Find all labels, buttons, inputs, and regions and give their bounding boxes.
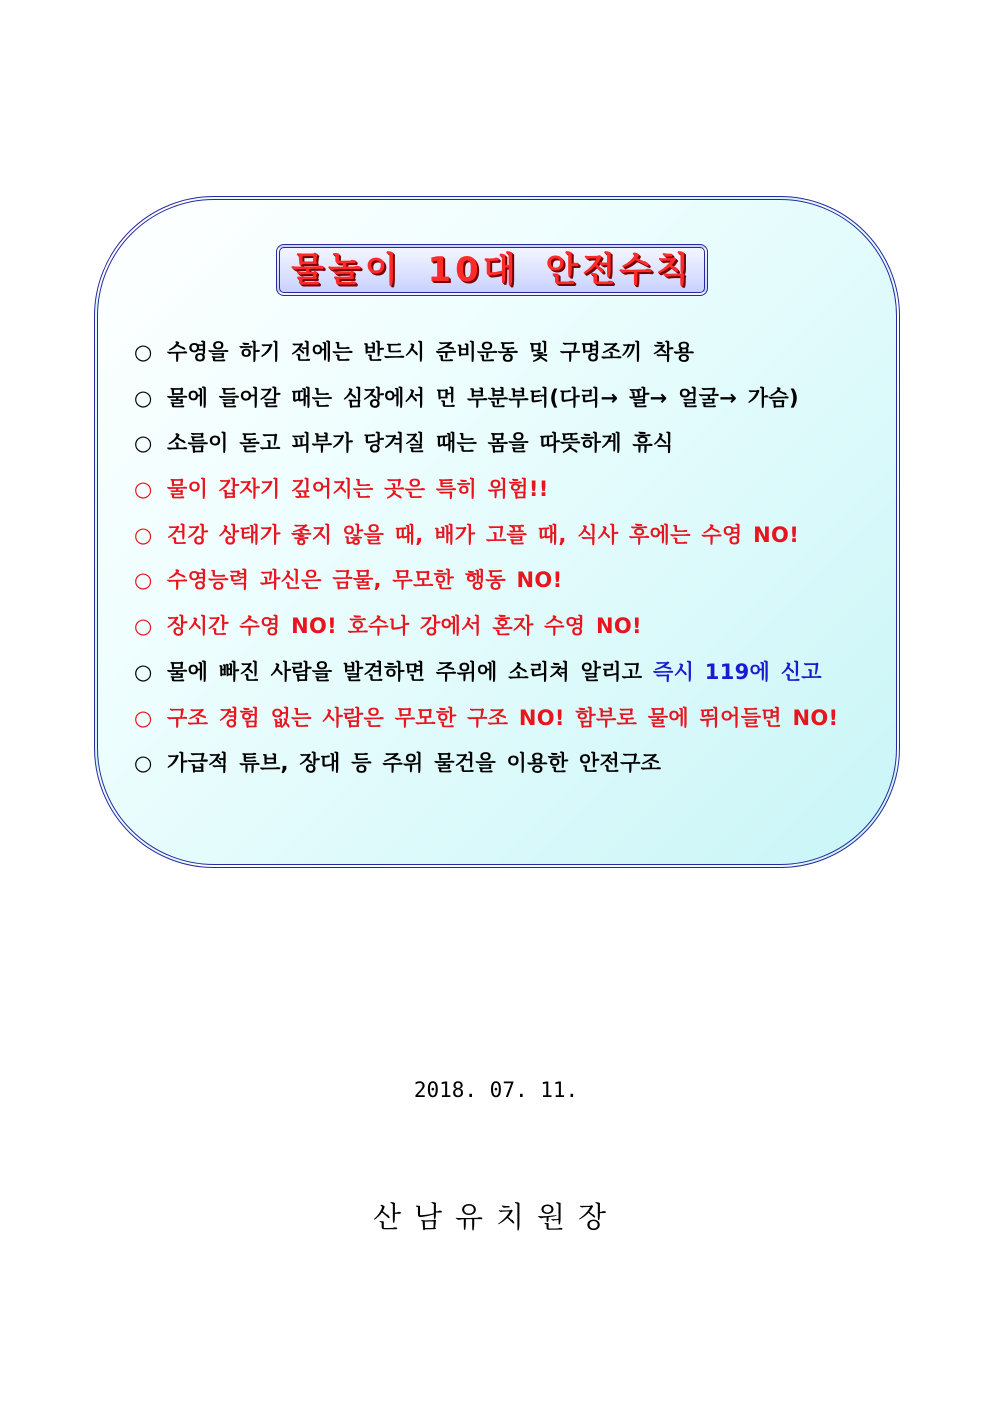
rule-text: 소름이 돋고 피부가 당겨질 때는 몸을 따뜻하게 휴식: [167, 431, 674, 456]
issuer-signature: 산남유치원장: [372, 1200, 620, 1234]
rule-text: 가급적 튜브, 장대 등 주위 물건을 이용한 안전구조: [167, 751, 662, 776]
circle-bullet-icon: ○: [134, 751, 153, 776]
rule-item: [134, 558, 874, 604]
rule-item: [134, 513, 874, 559]
circle-bullet-icon: ○: [134, 659, 153, 684]
rule-item: [134, 330, 874, 376]
circle-bullet-icon: ○: [134, 477, 153, 502]
circle-bullet-icon: ○: [134, 431, 153, 456]
rule-item: [134, 467, 874, 513]
rule-text: 장시간 수영 NO! 호수나 강에서 혼자 수영 NO!: [167, 614, 642, 639]
rule-text: 물이 갑자기 깊어지는 곳은 특히 위험!!: [167, 477, 549, 502]
circle-bullet-icon: ○: [134, 522, 153, 547]
rule-item: [134, 604, 874, 650]
rule-text: 물에 빠진 사람을 발견하면 주위에 소리쳐 알리고: [167, 659, 653, 684]
circle-bullet-icon: ○: [134, 340, 153, 364]
rule-item: [134, 421, 874, 467]
rules-list: [134, 330, 874, 787]
title-banner: [276, 244, 708, 296]
rule-item: [134, 376, 874, 422]
rule-text: 물에 들어갈 때는 심장에서 먼 부분부터(다리→ 팔→ 얼굴→ 가슴): [167, 385, 799, 410]
circle-bullet-icon: ○: [134, 568, 153, 593]
page-title: 물놀이 10대 안전수칙: [291, 250, 693, 290]
rule-text-highlight: 즉시 119에 신고: [653, 659, 822, 684]
rule-item: [134, 741, 874, 787]
document-date: 2018. 07. 11.: [413, 1078, 579, 1102]
rule-item: [134, 696, 874, 742]
rule-text: 수영을 하기 전에는 반드시 준비운동 및 구명조끼 착용: [167, 340, 695, 364]
circle-bullet-icon: ○: [134, 385, 153, 410]
rule-text: 구조 경험 없는 사람은 무모한 구조 NO! 함부로 물에 뛰어들면 NO!: [167, 705, 839, 730]
rule-text: 수영능력 과신은 금물, 무모한 행동 NO!: [167, 568, 563, 593]
circle-bullet-icon: ○: [134, 705, 153, 730]
circle-bullet-icon: ○: [134, 614, 153, 639]
rule-item: [134, 650, 874, 696]
rule-text: 건강 상태가 좋지 않을 때, 배가 고플 때, 식사 후에는 수영 NO!: [167, 522, 800, 547]
